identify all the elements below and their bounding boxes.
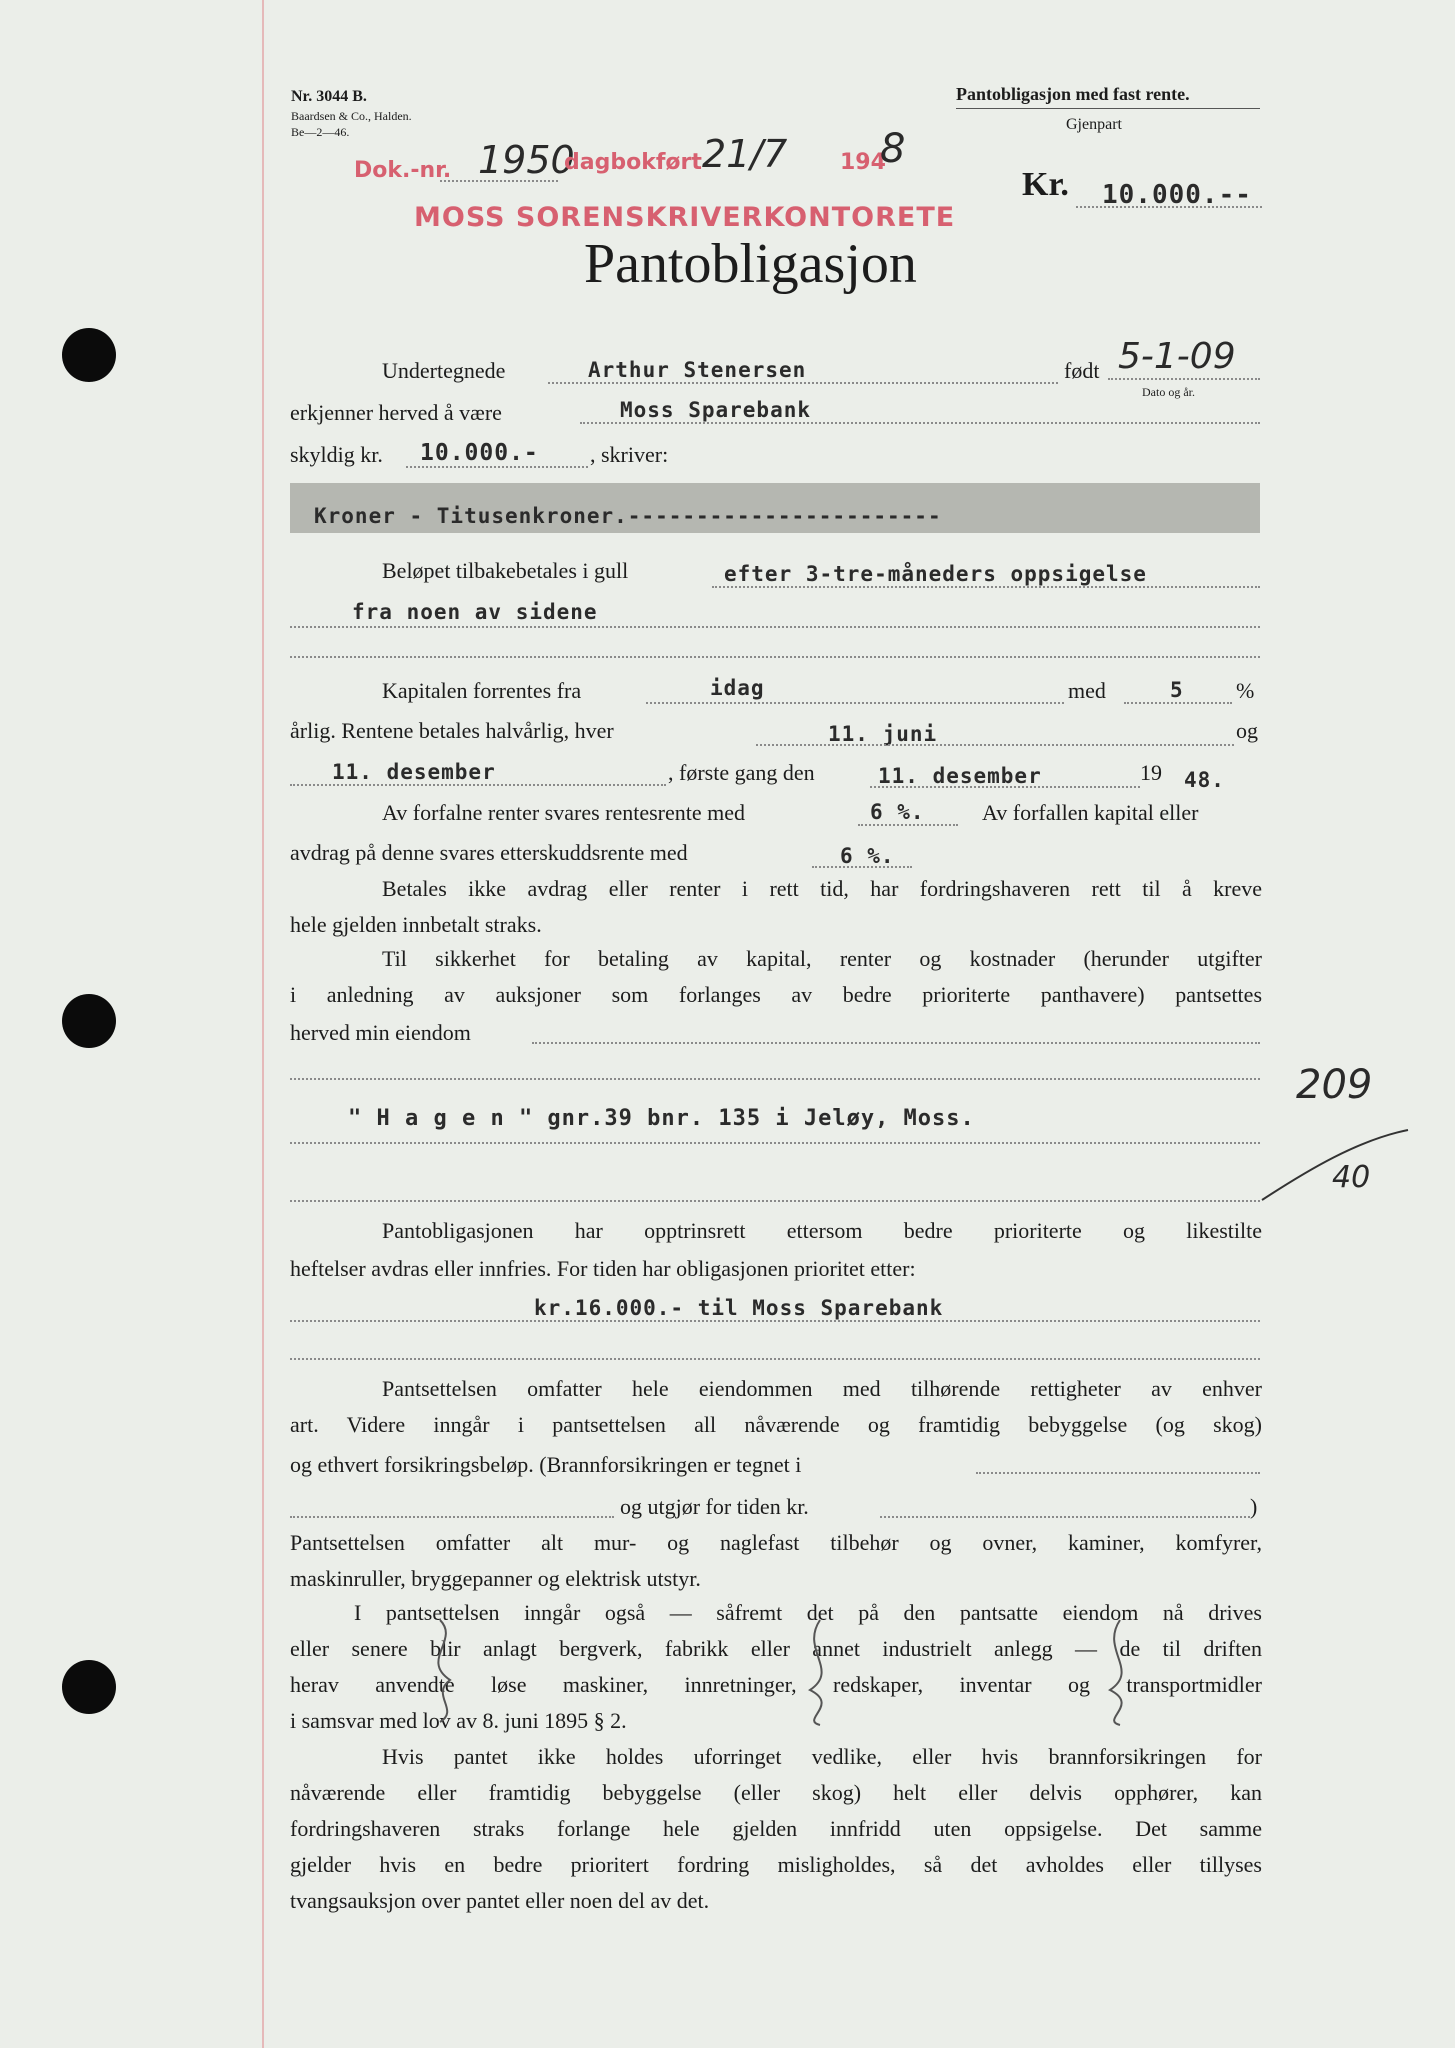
security-line-3: herved min eiendom [290,1020,471,1045]
maint-line-5: tvangsauksjon over pantet eller noen del av det. [290,1888,710,1913]
penalty-line2-a: avdrag på denne svares etterskuddsrente med [290,840,688,865]
fixtures-line-2: maskinruller, bryggepanner og elektrisk utstyr. [290,1566,701,1591]
margin-line [262,0,264,2048]
acknowledge-label: erkjenner herved å være [290,400,502,425]
repayment-terms-2: fra noen av sidene [352,600,598,624]
born-hint: Dato og år. [1142,385,1195,399]
maint-line-1: Hvis pantet ikke holdes uforringet vedlike, eller hvis brannforsikringen for [382,1744,1262,1769]
security-line-2: i anledning av auksjoner som forlanges av bedre prioriterte panthavere) pantsettes [290,982,1262,1007]
amount-prefix: Kr. [1022,166,1069,203]
punch-hole-bottom [62,1660,116,1714]
copy-label: Gjenpart [1066,116,1122,133]
maint-line-3: fordringshaveren straks forlange hele gjelden innfridd uten oppsigelse. Det samme [290,1816,1262,1841]
punch-hole-top [62,328,116,382]
margin-note-1: 209 [1296,1062,1373,1108]
undersigned-name: Arthur Stenersen [588,358,807,382]
dok-label: Dok.-nr. [354,158,452,183]
writes-label: , skriver: [590,442,669,467]
industry-line-3: herav anvendte løse maskiner, innretninger, redskaper, inventar og transportmidler [290,1672,1262,1697]
printer: Baardsen & Co., Halden. [291,109,412,123]
form-number: Nr. 3044 B. [291,88,367,105]
interest-year-prefix: 19 [1140,760,1162,785]
scope-line-3: og ethvert forsikringsbeløp. (Brannforsikringen er tegnet i [290,1452,802,1477]
default-line-2: hele gjelden innbetalt straks. [290,912,542,937]
interest-first-date: 11. desember [878,764,1042,788]
born-date: 5-1-09 [1118,336,1236,377]
penalty-line1-a: Av forfalne renter svares rentesrente med [382,800,746,825]
pencil-marks-icon [400,1610,1160,1730]
print-code: Be—2—46. [291,125,350,139]
interest-with-label: med [1068,678,1106,703]
maint-line-4: gjelder hvis en bedre prioritert fordring misligholdes, så det avholdes eller tillyses [290,1852,1262,1877]
interest-rate: 5 [1170,678,1184,702]
priority-line-2: heftelser avdras eller innfries. For tiden har obligasjonen prioritet etter: [290,1256,916,1281]
scope-line-4a: og utgjør for tiden kr. [620,1494,809,1519]
interest-annual-label: årlig. Rentene betales halvårlig, hver [290,718,614,743]
amount-words: Kroner - Titusenkroner.----------------------- [314,504,942,528]
owes-label: skyldig kr. [290,442,383,467]
scope-line-1: Pantsettelsen omfatter hele eiendommen med tilhørende rettigheter av enhver [382,1376,1262,1401]
interest-and-label: og [1236,718,1258,743]
scope-line-2: art. Videre inngår i pantsettelsen all nåværende og framtidig bebyggelse (og skog) [290,1412,1262,1437]
repayment-terms-1: efter 3-tre-måneders oppsigelse [724,562,1147,586]
document-title: Pantobligasjon [584,233,917,295]
industry-line-4: i samsvar med lov av 8. juni 1895 § 2. [290,1708,627,1733]
creditor-name: Moss Sparebank [620,398,812,422]
penalty-rate-1: 6 %. [870,800,925,824]
interest-year-value: 48. [1184,768,1225,792]
undersigned-label: Undertegnede [382,358,506,383]
default-line-1: Betales ikke avdrag eller renter i rett tid, har fordringshaveren rett til å kreve [382,876,1262,901]
stamp-year-suffix: 8 [880,126,906,172]
interest-from-label: Kapitalen forrentes fra [382,678,582,703]
penalty-line1-b: Av forfallen kapital eller [982,800,1199,825]
fixtures-line-1: Pantsettelsen omfatter alt mur- og naglefast tilbehør og ovner, kaminer, komfyrer, [290,1530,1262,1555]
dagbokfort-label: dagbokført [564,150,702,175]
security-line-1: Til sikkerhet for betaling av kapital, renter og kostnader (herunder utgifter [382,946,1262,971]
amount-value: 10.000.-- [1102,180,1252,210]
industry-line-2: eller senere blir anlagt bergverk, fabrikk eller annet industrielt anlegg — de til driften [290,1636,1262,1661]
priority-value: kr.16.000.- til Moss Sparebank [534,1296,944,1320]
repayment-label: Beløpet tilbakebetales i gull [382,558,629,583]
interest-first-label: , første gang den [668,760,815,785]
interest-date-2: 11. desember [332,760,496,784]
punch-hole-middle [62,994,116,1048]
scope-line-4b: ) [1250,1494,1258,1519]
property-description: " H a g e n " gnr.39 bnr. 135 i Jeløy, Moss. [348,1106,975,1131]
margin-note-2: 40 [1332,1160,1371,1195]
maint-line-2: nåværende eller framtidig bebyggelse (eller skog) helt eller delvis opphører, kan [290,1780,1262,1805]
interest-percent: % [1236,678,1255,703]
interest-from-value: idag [710,676,765,700]
form-title: Pantobligasjon med fast rente. [956,84,1190,104]
priority-line-1: Pantobligasjonen har opptrinsrett ettersom bedre prioriterte og likestilte [382,1218,1262,1243]
born-label: født [1064,358,1100,383]
stamp-year-prefix: 194 [840,150,886,175]
stamp-date: 21/7 [702,132,788,176]
interest-date-1: 11. juni [828,722,938,746]
dok-number: 1950 [478,138,575,182]
stamp-office: MOSS SORENSKRIVERKONTORETE [414,202,956,233]
penalty-rate-2: 6 %. [840,844,895,868]
owes-amount: 10.000.- [420,440,539,466]
industry-line-1: I pantsettelsen inngår også — såfremt det på den pantsatte eiendom nå drives [354,1600,1262,1625]
